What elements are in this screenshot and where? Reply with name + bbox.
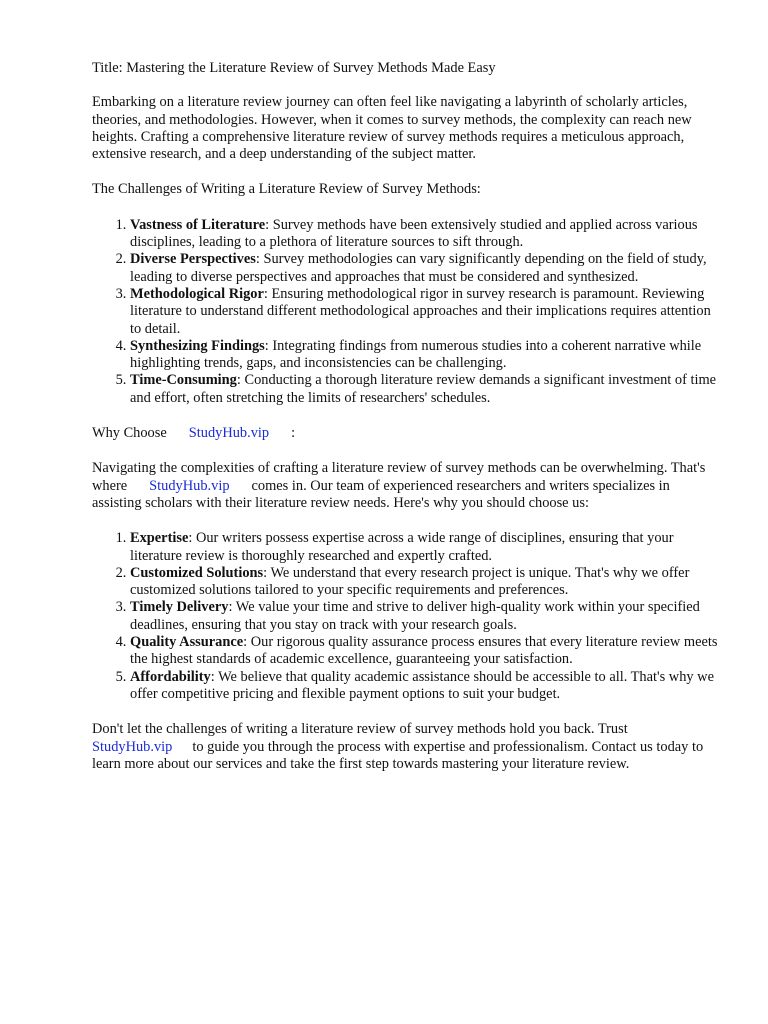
- list-item-term: Timely Delivery: [130, 599, 229, 616]
- studyhub-link[interactable]: StudyHub.vip: [149, 477, 230, 494]
- studyhub-link[interactable]: StudyHub.vip: [92, 738, 173, 755]
- list-item: [130, 565, 720, 600]
- list-item-text: We believe that quality academic assistance should be accessible to all. That's why we offer competitive pricing and flexible payment options to suit your budget.: [130, 668, 714, 702]
- navigating-text-before: Navigating the complexities of crafting a literature review of survey methods can be overwhelming. That's where: [92, 460, 706, 494]
- challenges-heading: The Challenges of Writing a Literature Review of Survey Methods:: [92, 181, 481, 198]
- closing-text-before: Don't let the challenges of writing a literature review of survey methods hold you back. Trust: [92, 721, 628, 738]
- list-item-text: We understand that every research project is unique. That's why we offer customized solutions tailored to your specific requirements and preferences.: [130, 564, 690, 599]
- list-item-text: Survey methodologies can vary significantly depending on the field of study, leading to diverse perspectives and approaches that must be considered and synthesized.: [130, 251, 707, 285]
- list-item-term: Synthesizing Findings: [130, 337, 265, 354]
- list-item-text: Survey methods have been extensively studied and applied across various disciplines, leading to a plethora of literature sources to sift through.: [130, 216, 698, 251]
- list-item-text: Ensuring methodological rigor in survey research is paramount. Reviewing literature to understand different methodological approaches and their implications requires attention to detail.: [130, 285, 711, 337]
- list-item-separator: :: [265, 216, 270, 233]
- document-page: [92, 60, 720, 791]
- list-item-separator: :: [243, 634, 248, 651]
- list-item: [130, 599, 720, 634]
- list-item-separator: :: [264, 337, 269, 354]
- list-item: [130, 372, 720, 407]
- list-item: [130, 634, 720, 669]
- challenges-list: [92, 217, 720, 407]
- list-item-separator: :: [228, 599, 233, 616]
- list-item-text: Integrating findings from numerous studies into a coherent narrative while highlighting trends, gaps, and inconsistencies can be challenging.: [130, 337, 702, 372]
- closing-paragraph: [92, 721, 720, 773]
- list-item-separator: :: [236, 372, 241, 389]
- intro-paragraph: Embarking on a literature review journey can often feel like navigating a labyrinth of scholarly articles, theories, and methodologies. However, when it comes to survey methods, the complexity can reach new heights. Crafting a comprehensive literature review of survey methods requires a meticulous approach, extensive research, and a deep understanding of the subject matter.: [92, 94, 692, 163]
- list-item-term: Expertise: [130, 530, 189, 547]
- list-item-term: Vastness of Literature: [130, 216, 266, 233]
- list-item-text: Conducting a thorough literature review demands a significant investment of time and effort, often stretching the limits of researchers' schedules.: [130, 372, 717, 406]
- list-item-separator: :: [188, 530, 193, 547]
- list-item: [130, 286, 720, 338]
- navigating-text-after: comes in. Our team of experienced researchers and writers specializes in assisting scholars with their literature review needs. Here's why you should choose us:: [92, 477, 670, 511]
- list-item-separator: :: [210, 668, 215, 685]
- list-item-term: Diverse Perspectives: [130, 251, 256, 268]
- benefits-list: [92, 530, 720, 703]
- list-item-term: Customized Solutions: [130, 564, 264, 581]
- list-item-text: Our rigorous quality assurance process ensures that every literature review meets the highest standards of academic excellence, guaranteeing your satisfaction.: [130, 634, 718, 668]
- list-item-separator: :: [255, 251, 260, 268]
- list-item: [130, 217, 720, 252]
- studyhub-link[interactable]: StudyHub.vip: [188, 425, 270, 442]
- why-choose-heading: [92, 425, 720, 442]
- why-choose-prefix: Why Choose: [92, 425, 167, 442]
- navigating-paragraph: [92, 460, 720, 512]
- list-item-separator: :: [263, 564, 268, 581]
- list-item-separator: :: [263, 285, 268, 302]
- list-item-text: We value your time and strive to deliver high-quality work within your specified deadlines, ensuring that you stay on track with your research goals.: [130, 599, 700, 633]
- list-item-term: Time-Consuming: [130, 372, 237, 389]
- document-title: Title: Mastering the Literature Review of Survey Methods Made Easy: [92, 60, 496, 76]
- why-choose-suffix: :: [291, 425, 296, 442]
- list-item: [130, 251, 720, 286]
- list-item-term: Methodological Rigor: [130, 285, 264, 302]
- list-item: [130, 669, 720, 704]
- list-item-term: Affordability: [130, 668, 211, 685]
- list-item-text: Our writers possess expertise across a wide range of disciplines, ensuring that your literature review is thoroughly researched and expertly crafted.: [130, 530, 674, 564]
- list-item-term: Quality Assurance: [130, 634, 244, 651]
- closing-text-after: to guide you through the process with expertise and professionalism. Contact us today to learn more about our services and take the first step towards mastering your literature review.: [92, 738, 704, 772]
- list-item: [130, 338, 720, 373]
- list-item: [130, 530, 720, 565]
